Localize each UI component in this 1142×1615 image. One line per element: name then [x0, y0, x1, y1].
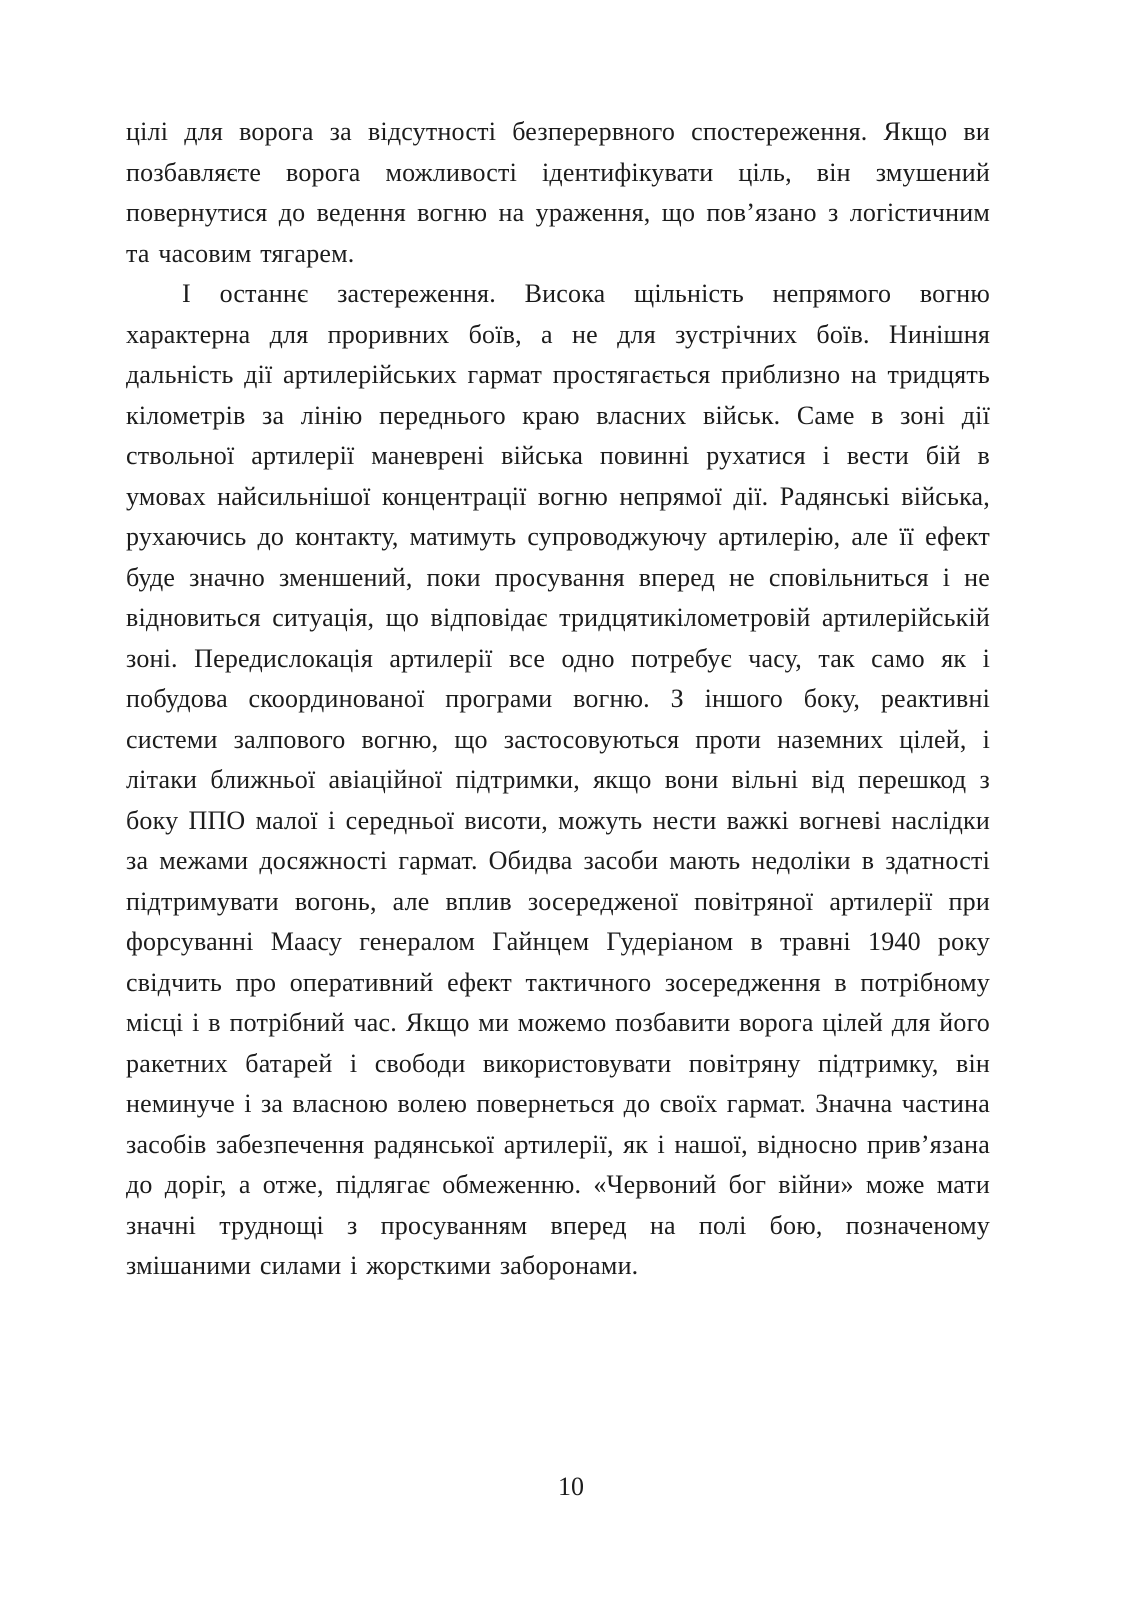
- paragraph-continuation: цілі для ворога за відсутності безперервного спостереження. Якщо ви позбавляєте ворога можливості ідентифікувати ціль, він змушений повернутися до ведення вогню на ураження, що пов’язано з логістичним та часовим тягарем.: [126, 117, 990, 268]
- paragraph-body: І останнє застереження. Висока щільність непрямого вогню характерна для проривних боїв, а не для зустрічних боїв. Нинішня дальність дії артилерійських гармат простягається приблизно на тридцять кілометрів за лінію переднього краю власних військ. Саме в зоні дії ствольної артилерії маневрені війська повинні рухатися і вести бій в умовах найсильнішої концентрації вогню непрямої дії. Радянські війська, рухаючись до контакту, матимуть супроводжуючу артилерію, але її ефект буде значно зменшений, поки просування вперед не сповільниться і не відновиться ситуація, що відповідає тридцятикілометровій артилерійській зоні. Передислокація артилерії все одно потребує часу, так само як і побудова скоординованої програми вогню. З іншого боку, реактивні системи залпового вогню, що застосовуються проти наземних цілей, і літаки ближньої авіаційної підтримки, якщо вони вільні від перешкод з боку ППО малої і середньої висоти, можуть нести важкі вогневі наслідки за межами досяжності гармат. Обидва засоби мають недоліки в здатності підтримувати вогонь, але вплив зосередженої повітряної артилерії при форсуванні Маасу генералом Гайнцем Гудеріаном в травні 1940 року свідчить про оперативний ефект тактичного зосередження в потрібному місці і в потрібний час. Якщо ми можемо позбавити ворога цілей для його ракетних батарей і свободи використовувати повітряну підтримку, він неминуче і за власною волею повернеться до своїх гармат. Значна частина засобів забезпечення радянської артилерії, як і нашої, відносно прив’язана до доріг, а отже, підлягає обмеженню. «Червоний бог війни» може мати значні труднощі з просуванням вперед на полі бою, позначеному змішаними силами і жорсткими заборонами.: [126, 279, 990, 1280]
- page-footer: [0, 1472, 1142, 1502]
- page-number: 10: [558, 1472, 584, 1501]
- text-block: [126, 112, 990, 1287]
